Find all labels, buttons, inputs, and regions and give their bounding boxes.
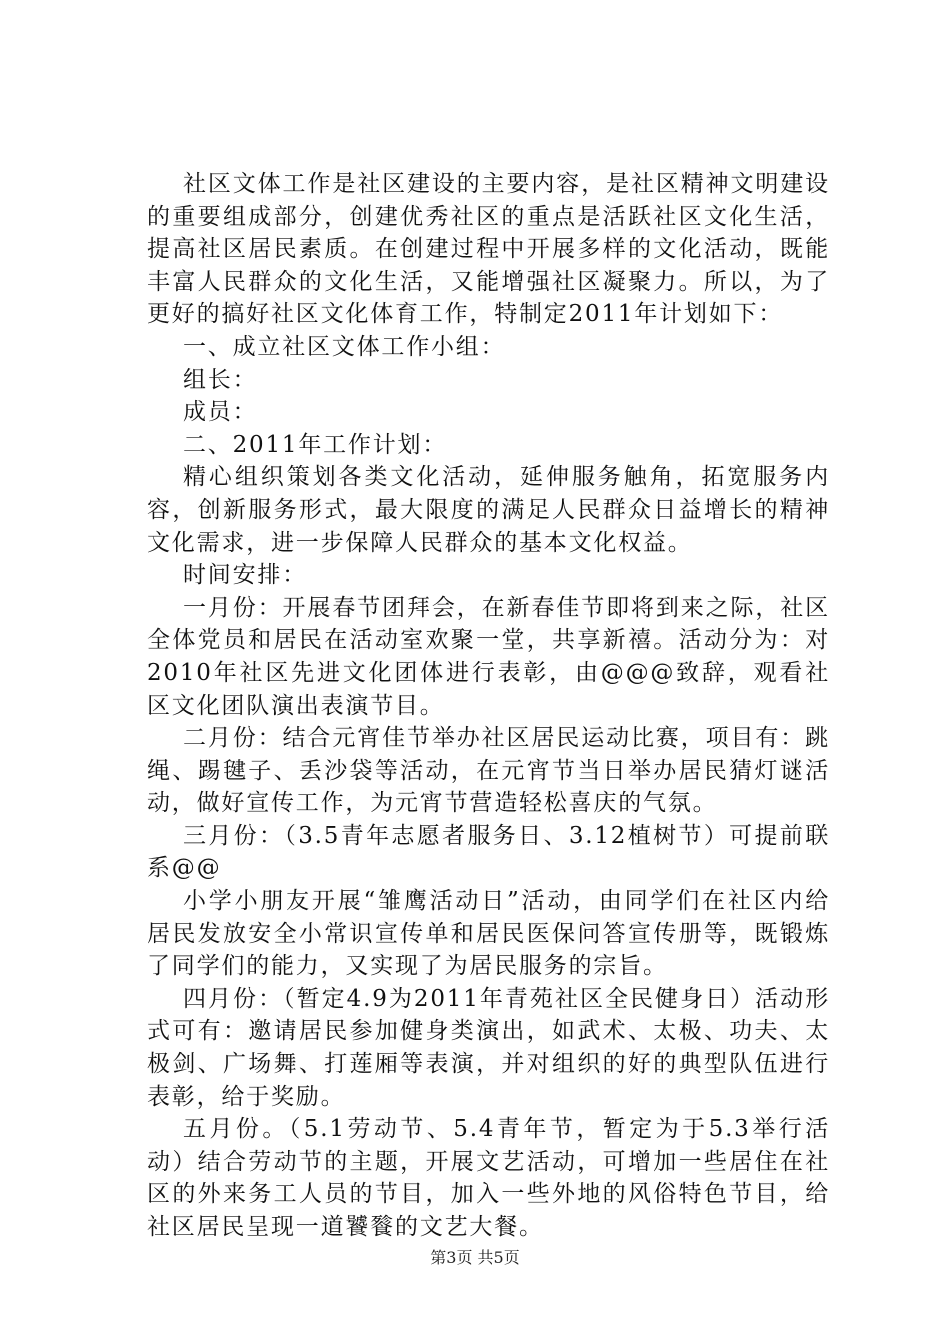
paragraph-march: 三月份：（3.5青年志愿者服务日、3.12植树节）可提前联系@@ [147, 822, 830, 882]
paragraph-march-activity: 小学小朋友开展“雏鹰活动日”活动，由同学们在社区内给居民发放安全小常识宣传单和居民医保问答宣传册等，既锻炼了同学们的能力，又实现了为居民服务的宗旨。 [147, 888, 830, 980]
page-footer: 第3页 共5页 [430, 1248, 520, 1267]
paragraph-january: 一月份：开展春节团拜会，在新春佳节即将到来之际，社区全体党员和居民在活动室欢聚一堂，共享新禧。活动分为：对2010年社区先进文化团体进行表彰，由@@@致辞，观看社区文化团队演出表演节目。 [147, 594, 830, 719]
paragraph-plan-summary: 精心组织策划各类文化活动，延伸服务触角，拓宽服务内容，创新服务形式，最大限度的满足人民群众日益增长的精神文化需求，进一步保障人民群众的基本文化权益。 [147, 464, 830, 556]
paragraph-members: 成员： [183, 399, 258, 426]
paragraph-section-2-heading: 二、2011年工作计划： [183, 431, 448, 458]
paragraph-schedule-heading: 时间安排： [183, 562, 307, 589]
paragraph-may: 五月份。（5.1劳动节、5.4青年节，暂定为于5.3举行活动）结合劳动节的主题，开展文艺活动，可增加一些居住在社区的外来务工人员的节目，加入一些外地的风俗特色节目，给社区居民呈现一道饕餮的文艺大餐。 [147, 1116, 830, 1240]
paragraph-february: 二月份：结合元宵佳节举办社区居民运动比赛，项目有：跳绳、踢毽子、丢沙袋等活动，在元宵节当日举办居民猜灯谜活动，做好宣传工作，为元宵节营造轻松喜庆的气氛。 [147, 725, 830, 817]
paragraph-section-1-heading: 一、成立社区文体工作小组： [183, 333, 506, 360]
paragraph-intro: 社区文体工作是社区建设的主要内容，是社区精神文明建设的重要组成部分，创建优秀社区的重点是活跃社区文化生活，提高社区居民素质。在创建过程中开展多样的文化活动，既能丰富人民群众的文化生活，又能增强社区凝聚力。所以，为了更好的搞好社区文化体育工作，特制定2011年计划如下： [147, 171, 830, 328]
paragraph-april: 四月份：（暂定4.9为2011年青苑社区全民健身日）活动形式可有：邀请居民参加健身类演出，如武术、太极、功夫、太极剑、广场舞、打莲厢等表演，并对组织的好的典型队伍进行表彰，给于奖励。 [147, 985, 830, 1110]
document-body [147, 168, 830, 1244]
paragraph-group-leader: 组长： [183, 366, 258, 393]
